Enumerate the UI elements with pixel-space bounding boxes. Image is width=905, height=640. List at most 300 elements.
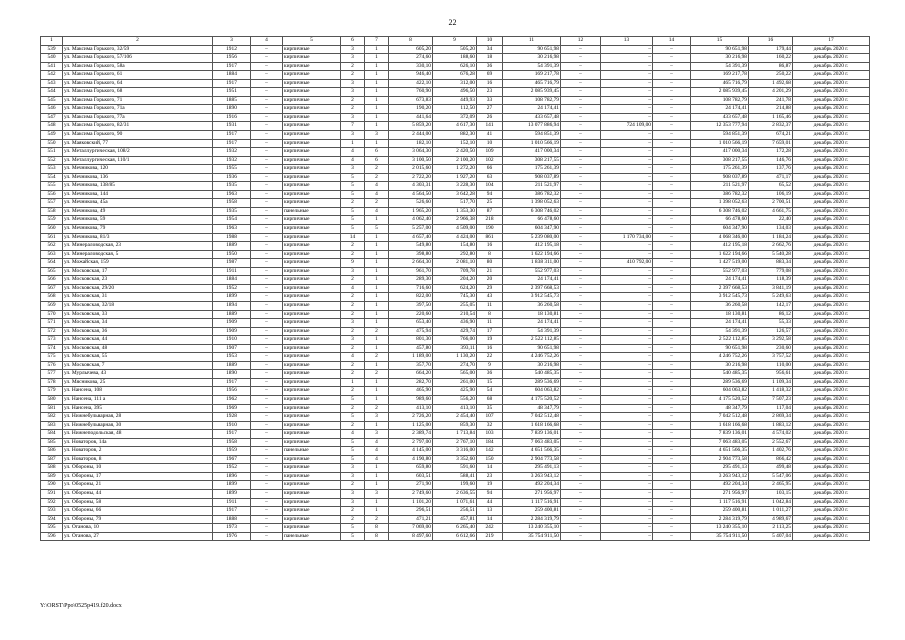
table-cell: 565,00 xyxy=(433,370,477,379)
table-cell: 4 989,67 xyxy=(749,515,793,524)
table-cell: 6 308 746,02 xyxy=(503,207,561,216)
table-cell: 8 xyxy=(477,250,503,259)
table-cell: 465 716,79 xyxy=(691,79,749,88)
table-cell: – xyxy=(653,88,691,97)
table-cell: 4 657,40 xyxy=(389,233,433,242)
table-cell: 594 xyxy=(41,515,63,524)
table-cell: кирпичные xyxy=(283,361,341,370)
table-cell: 1899 xyxy=(213,293,251,302)
table-cell: – xyxy=(561,498,601,507)
table-cell: 724 109,00 xyxy=(601,122,653,131)
table-cell: декабрь 2020 г. xyxy=(793,524,870,533)
table-cell: – xyxy=(561,404,601,413)
table-cell: кирпичные xyxy=(283,284,341,293)
table-cell: 457,80 xyxy=(389,344,433,353)
table-cell: 3 xyxy=(365,413,389,422)
table-cell: кирпичные xyxy=(283,250,341,259)
table-cell: 1 xyxy=(365,361,389,370)
table-cell: 271 956,97 xyxy=(691,489,749,498)
table-cell: 5 239 080,00 xyxy=(503,233,561,242)
table-cell: 4 xyxy=(341,284,365,293)
table-cell: 86,87 xyxy=(749,62,793,71)
table-cell: 1 xyxy=(365,216,389,225)
table-cell: 433 657,48 xyxy=(503,113,561,122)
table-cell: ул. Московская, 48 xyxy=(63,344,213,353)
table-cell: 3 xyxy=(365,131,389,140)
table-cell: – xyxy=(561,96,601,105)
table-cell: ул. Минераловодская, 5 xyxy=(63,250,213,259)
table-cell: – xyxy=(653,148,691,157)
table-cell: – xyxy=(601,481,653,490)
table-cell: 1 xyxy=(341,139,365,148)
table-cell: панельные xyxy=(283,207,341,216)
table-cell: 2 xyxy=(341,361,365,370)
table-cell: 1 xyxy=(365,250,389,259)
table-cell: декабрь 2020 г. xyxy=(793,532,870,541)
table-cell: ул. Максима Горького, 90 xyxy=(63,131,213,140)
table-cell: 2 522 112,85 xyxy=(503,336,561,345)
table-cell: – xyxy=(251,293,283,302)
table-cell: – xyxy=(653,250,691,259)
table-cell: 1 042,84 xyxy=(749,498,793,507)
table-cell: 12 353 777,94 xyxy=(691,122,749,131)
table-cell: – xyxy=(561,532,601,541)
table-cell: 1932 xyxy=(213,148,251,157)
table-cell: – xyxy=(561,507,601,516)
table-cell: кирпичные xyxy=(283,413,341,422)
table-cell: 908 037,89 xyxy=(503,173,561,182)
table-cell: декабрь 2020 г. xyxy=(793,199,870,208)
table-cell: 1 071,61 xyxy=(433,498,477,507)
table-cell: ул. Новаторов, 2 xyxy=(63,447,213,456)
table-row xyxy=(41,225,870,234)
table-cell: 175 261,39 xyxy=(503,165,561,174)
table-cell: – xyxy=(251,156,283,165)
table-cell: 1967 xyxy=(213,455,251,464)
table-cell: 664,20 xyxy=(389,370,433,379)
table-cell: 595 xyxy=(41,524,63,533)
table-cell: – xyxy=(251,71,283,80)
table-cell: 4 xyxy=(341,156,365,165)
table-cell: – xyxy=(653,199,691,208)
table-cell: 1 xyxy=(341,378,365,387)
table-cell: 1885 xyxy=(213,96,251,105)
table-cell: 211 521,97 xyxy=(691,182,749,191)
table-cell: – xyxy=(653,173,691,182)
table-cell: – xyxy=(653,344,691,353)
table-cell: – xyxy=(653,301,691,310)
table-cell: кирпичные xyxy=(283,156,341,165)
table-cell: 2 726,20 xyxy=(389,413,433,422)
table-cell: декабрь 2020 г. xyxy=(793,404,870,413)
table-cell: ул. Мечникова, 59 xyxy=(63,216,213,225)
table-cell: 1 010 566,19 xyxy=(503,139,561,148)
table-cell: 106,19 xyxy=(749,190,793,199)
table-cell: – xyxy=(653,336,691,345)
table-cell: 5 xyxy=(341,216,365,225)
table-cell: декабрь 2020 г. xyxy=(793,148,870,157)
table-cell: декабрь 2020 г. xyxy=(793,481,870,490)
table-cell: ул. Московская, 31 xyxy=(63,293,213,302)
table-cell: – xyxy=(601,139,653,148)
table-cell: 108 782,79 xyxy=(503,96,561,105)
table-header-row xyxy=(41,37,870,46)
table-cell: кирпичные xyxy=(283,96,341,105)
table-cell: 230,60 xyxy=(749,344,793,353)
table-cell: декабрь 2020 г. xyxy=(793,336,870,345)
table-cell: 66 478,60 xyxy=(503,216,561,225)
table-cell: 87 xyxy=(477,207,503,216)
table-cell: 1 101,20 xyxy=(389,498,433,507)
table-cell: ул. Московская, 33 xyxy=(63,310,213,319)
table-cell: 496,50 xyxy=(433,88,477,97)
table-cell: 581 xyxy=(41,404,63,413)
table-cell: 1 427 519,00 xyxy=(691,259,749,268)
table-cell: – xyxy=(561,344,601,353)
table-cell: 1917 xyxy=(213,131,251,140)
table-cell: 3 316,00 xyxy=(433,447,477,456)
table-cell: ул. Металлургическая, 110/1 xyxy=(63,156,213,165)
table-cell: декабрь 2020 г. xyxy=(793,319,870,328)
table-cell: 1 353,30 xyxy=(433,207,477,216)
table-row xyxy=(41,395,870,404)
table-cell: 1 xyxy=(365,284,389,293)
table-cell: 3 xyxy=(341,79,365,88)
table-cell: 282,70 xyxy=(389,378,433,387)
table-cell: 1 xyxy=(365,71,389,80)
table-cell: 541 xyxy=(41,62,63,71)
table-cell: 48 347,79 xyxy=(503,404,561,413)
table-cell: 22 xyxy=(477,353,503,362)
table-cell: ул. Оганова, 10 xyxy=(63,524,213,533)
table-cell: 413,10 xyxy=(389,404,433,413)
table-cell: 989,60 xyxy=(389,395,433,404)
table-cell: 4 651 566,35 xyxy=(691,447,749,456)
table-cell: 19 xyxy=(477,481,503,490)
table-cell: панельные xyxy=(283,532,341,541)
table-cell: 604 063,82 xyxy=(503,387,561,396)
table-cell: кирпичные xyxy=(283,489,341,498)
table-cell: 1 622 194,66 xyxy=(503,250,561,259)
table-cell: 2 xyxy=(341,71,365,80)
table-cell: 517,70 xyxy=(433,199,477,208)
table-cell: 574 xyxy=(41,344,63,353)
table-cell: 2 904 773,58 xyxy=(691,455,749,464)
table-cell: – xyxy=(561,105,601,114)
table-cell: ул. Московская, 17 xyxy=(63,267,213,276)
table-cell: 5 xyxy=(341,413,365,422)
table-cell: кирпичные xyxy=(283,301,341,310)
table-cell: декабрь 2020 г. xyxy=(793,190,870,199)
table-cell: – xyxy=(561,421,601,430)
table-cell: – xyxy=(653,404,691,413)
table-cell: 908 037,89 xyxy=(691,173,749,182)
table-cell: – xyxy=(251,276,283,285)
table-cell: декабрь 2020 г. xyxy=(793,242,870,251)
table-cell: 429,74 xyxy=(433,327,477,336)
table-row xyxy=(41,96,870,105)
table-cell: 413,10 xyxy=(433,404,477,413)
table-cell: 5 xyxy=(341,395,365,404)
table-cell: – xyxy=(601,165,653,174)
table-row xyxy=(41,498,870,507)
table-cell: 1909 xyxy=(213,327,251,336)
table-cell: 271,90 xyxy=(389,481,433,490)
table-row xyxy=(41,207,870,216)
table-cell: 2 xyxy=(365,173,389,182)
table-cell: 179,44 xyxy=(749,45,793,54)
table-cell: ул. Максима Горького, 68 xyxy=(63,88,213,97)
table-cell: ул. Максима Горького, 77а xyxy=(63,113,213,122)
table-cell: кирпичные xyxy=(283,481,341,490)
table-cell: 760,90 xyxy=(389,88,433,97)
table-cell: 585 xyxy=(41,438,63,447)
table-cell: 659,80 xyxy=(389,464,433,473)
table-cell: 289 536,69 xyxy=(691,378,749,387)
table-cell: – xyxy=(561,447,601,456)
table-cell: 1911 xyxy=(213,267,251,276)
table-cell: ул. Мечникова, 138/85 xyxy=(63,182,213,191)
table-cell: 1935 xyxy=(213,207,251,216)
table-cell: 11 xyxy=(477,319,503,328)
table-cell: – xyxy=(251,242,283,251)
table-cell: 1 xyxy=(365,54,389,63)
table-cell: 3 xyxy=(341,88,365,97)
table-cell: 577 xyxy=(41,370,63,379)
table-cell: – xyxy=(653,79,691,88)
table-cell: 1 xyxy=(365,421,389,430)
table-cell: – xyxy=(653,472,691,481)
table-cell: – xyxy=(653,481,691,490)
table-cell: – xyxy=(561,148,601,157)
table-cell: 35 754 911,50 xyxy=(691,532,749,541)
table-cell: 126,57 xyxy=(749,327,793,336)
table-cell: 1935 xyxy=(213,182,251,191)
table-cell: 3 xyxy=(341,113,365,122)
table-row xyxy=(41,438,870,447)
table-cell: 14 xyxy=(653,37,691,46)
table-cell: 1 xyxy=(365,259,389,268)
table-cell: 103,15 xyxy=(749,489,793,498)
table-cell: кирпичные xyxy=(283,387,341,396)
table-cell: 204,20 xyxy=(433,276,477,285)
table-cell: 3 228,30 xyxy=(433,182,477,191)
table-row xyxy=(41,353,870,362)
table-row xyxy=(41,378,870,387)
table-row xyxy=(41,370,870,379)
table-cell: 30 216,98 xyxy=(691,54,749,63)
table-row xyxy=(41,148,870,157)
table-cell: 32 xyxy=(477,421,503,430)
table-cell: 417 000,34 xyxy=(691,148,749,157)
table-cell: 589 xyxy=(41,472,63,481)
table-cell: ул. Новаторов, 8 xyxy=(63,455,213,464)
table-cell: 1 xyxy=(365,276,389,285)
table-cell: 882,30 xyxy=(433,131,477,140)
table-cell: 90 651,98 xyxy=(691,344,749,353)
table-row xyxy=(41,54,870,63)
table-cell: 398,80 xyxy=(389,250,433,259)
table-cell: – xyxy=(561,293,601,302)
table-cell: декабрь 2020 г. xyxy=(793,54,870,63)
table-cell: 2 767,10 xyxy=(433,438,477,447)
table-cell: – xyxy=(561,327,601,336)
table-cell: декабрь 2020 г. xyxy=(793,88,870,97)
table-cell: – xyxy=(653,190,691,199)
table-cell: 822,00 xyxy=(389,293,433,302)
table-cell: 7 507,23 xyxy=(749,395,793,404)
table-cell: 3 xyxy=(341,54,365,63)
table-cell: 30 216,98 xyxy=(503,361,561,370)
table-cell: – xyxy=(653,45,691,54)
table-cell: – xyxy=(561,284,601,293)
table-row xyxy=(41,182,870,191)
table-cell: – xyxy=(653,489,691,498)
table-row xyxy=(41,122,870,131)
table-cell: 10 xyxy=(477,37,503,46)
table-cell: 779,08 xyxy=(749,267,793,276)
table-cell: 558 xyxy=(41,207,63,216)
table-cell: – xyxy=(251,182,283,191)
table-cell: ул. Максима Горького, 82/31 xyxy=(63,122,213,131)
table-cell: 1917 xyxy=(213,507,251,516)
table-cell: – xyxy=(561,387,601,396)
table-cell: – xyxy=(653,464,691,473)
table-cell: декабрь 2020 г. xyxy=(793,139,870,148)
table-cell: – xyxy=(653,361,691,370)
table-cell: кирпичные xyxy=(283,276,341,285)
table-cell: декабрь 2020 г. xyxy=(793,344,870,353)
table-cell: – xyxy=(601,327,653,336)
table-cell: 709,78 xyxy=(433,267,477,276)
table-cell: 564 xyxy=(41,259,63,268)
table-cell: кирпичные xyxy=(283,464,341,473)
table-cell: ул. Оганова, 27 xyxy=(63,532,213,541)
table-cell: 5 xyxy=(341,207,365,216)
table-cell: 5 xyxy=(341,455,365,464)
table-cell: кирпичные xyxy=(283,45,341,54)
table-cell: 18 xyxy=(477,54,503,63)
table-cell: – xyxy=(251,472,283,481)
table-cell: 2 397 668,53 xyxy=(691,284,749,293)
table-cell: 540 485,35 xyxy=(691,370,749,379)
table-cell: 555 xyxy=(41,182,63,191)
table-row xyxy=(41,507,870,516)
table-cell: декабрь 2020 г. xyxy=(793,310,870,319)
table-cell: – xyxy=(251,370,283,379)
table-cell: – xyxy=(251,532,283,541)
table-cell: 1894 xyxy=(213,301,251,310)
table-cell: 436,90 xyxy=(433,319,477,328)
table-cell: 3 292,58 xyxy=(749,336,793,345)
table-cell: кирпичные xyxy=(283,438,341,447)
table-cell: 274,70 xyxy=(433,361,477,370)
table-cell: ул. Максима Горького, 71а xyxy=(63,105,213,114)
table-cell: 2 xyxy=(365,515,389,524)
table-cell: 261,00 xyxy=(433,378,477,387)
table-cell: кирпичные xyxy=(283,62,341,71)
table-cell: 2 522 112,85 xyxy=(691,336,749,345)
table-cell: – xyxy=(653,225,691,234)
table-row xyxy=(41,310,870,319)
table-cell: – xyxy=(251,507,283,516)
table-cell: ул. Обороны, 44 xyxy=(63,489,213,498)
table-cell: – xyxy=(601,113,653,122)
table-cell: ул. Металлургическая, 108/2 xyxy=(63,148,213,157)
table-row xyxy=(41,113,870,122)
table-cell: 548 xyxy=(41,122,63,131)
table-cell: 7 xyxy=(365,37,389,46)
table-cell: – xyxy=(251,259,283,268)
table-cell: 2 664,30 xyxy=(389,259,433,268)
table-cell: 18 130,81 xyxy=(503,310,561,319)
table-row xyxy=(41,489,870,498)
table-cell: 169 217,78 xyxy=(691,71,749,80)
file-path-footer: Y:\ORST\Ppo\0525p419.f20.docx xyxy=(40,603,122,609)
table-cell: 4 246 752,26 xyxy=(503,353,561,362)
table-cell: 29 xyxy=(477,284,503,293)
table-cell: – xyxy=(251,113,283,122)
table-cell: 1 402,76 xyxy=(749,447,793,456)
table-cell: 546 xyxy=(41,105,63,114)
table-cell: – xyxy=(561,301,601,310)
table-cell: 5 xyxy=(341,190,365,199)
table-cell: – xyxy=(653,156,691,165)
table-cell: 312,00 xyxy=(433,79,477,88)
table-cell: 4 xyxy=(365,190,389,199)
table-cell: – xyxy=(653,507,691,516)
table-cell: декабрь 2020 г. xyxy=(793,515,870,524)
table-cell: 13 077 886,94 xyxy=(503,122,561,131)
table-cell: – xyxy=(601,131,653,140)
table-row xyxy=(41,173,870,182)
table-cell: 4 xyxy=(341,148,365,157)
table-cell: 561 xyxy=(41,233,63,242)
table-cell: ул. Максима Горького, 58а xyxy=(63,62,213,71)
table-cell: 1 xyxy=(365,472,389,481)
table-cell: 7 063 483,05 xyxy=(691,438,749,447)
table-cell: кирпичные xyxy=(283,430,341,439)
table-cell: 4 246 752,26 xyxy=(691,353,749,362)
table-cell: 16 xyxy=(749,37,793,46)
table-cell: 499,48 xyxy=(749,464,793,473)
table-cell: 18 130,81 xyxy=(691,310,749,319)
table-cell: – xyxy=(653,284,691,293)
table-cell: – xyxy=(251,96,283,105)
table-cell: ул. Мечникова, 144 xyxy=(63,190,213,199)
table-cell: 1 xyxy=(365,310,389,319)
table-row xyxy=(41,233,870,242)
table-cell: 142 xyxy=(477,447,503,456)
table-cell: – xyxy=(601,54,653,63)
table-cell: 190 xyxy=(477,225,503,234)
table-row xyxy=(41,216,870,225)
table-cell: 2 100,20 xyxy=(433,156,477,165)
table-cell: ул. Обороны, 58 xyxy=(63,498,213,507)
table-cell: 54 xyxy=(477,387,503,396)
table-cell: – xyxy=(601,310,653,319)
table-row xyxy=(41,293,870,302)
table-row xyxy=(41,472,870,481)
table-cell: кирпичные xyxy=(283,173,341,182)
table-cell: декабрь 2020 г. xyxy=(793,455,870,464)
table-cell: 2 454,40 xyxy=(433,413,477,422)
table-cell: – xyxy=(561,233,601,242)
table-cell: – xyxy=(251,122,283,131)
table-cell: 36 260,58 xyxy=(691,301,749,310)
table-cell: – xyxy=(251,284,283,293)
table-cell: 5 547,06 xyxy=(749,472,793,481)
